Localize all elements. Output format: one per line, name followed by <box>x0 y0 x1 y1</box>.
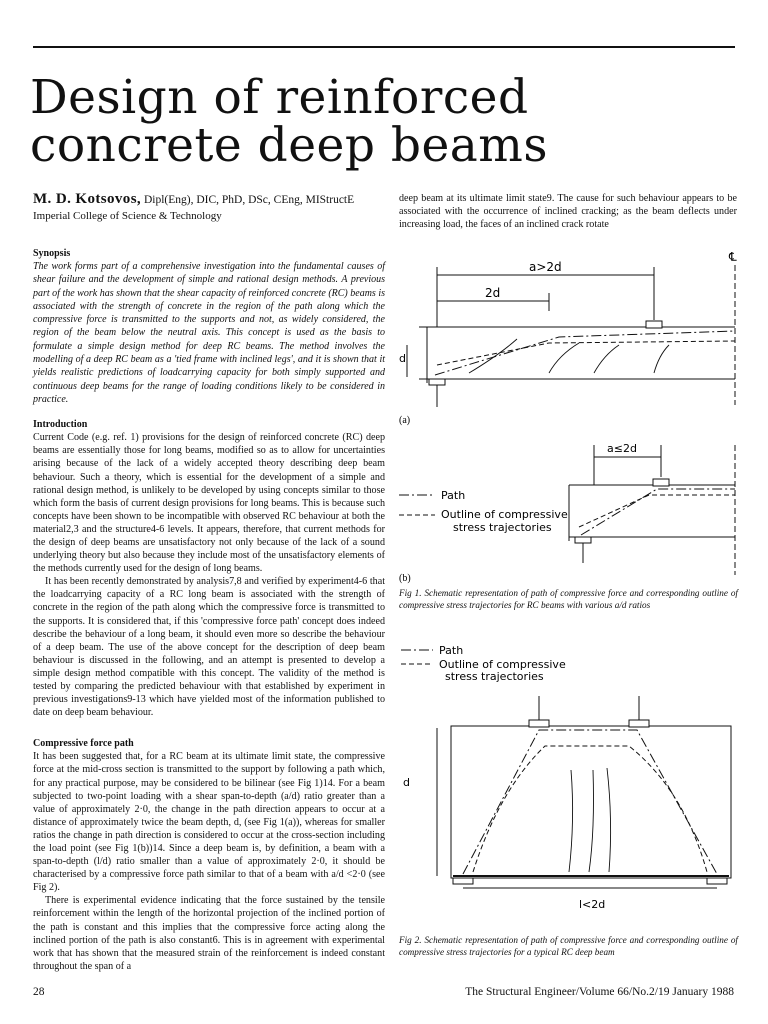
fig1-label-a-small: a≤2d <box>607 442 637 455</box>
figure-1 <box>399 245 739 595</box>
fig2-label-l: l<2d <box>579 898 606 911</box>
fig1-caption: Fig 1. Schematic representation of path of compressive force and corresponding outline of compressive stress trajectories for RC beams with various a/d ratios <box>399 588 738 611</box>
compressive-section <box>33 737 385 973</box>
fig1-label-d: d <box>399 352 406 365</box>
fig2-support-right <box>707 878 727 884</box>
synopsis-text: The work forms part of a comprehensive investigation into the fundamental causes of shear failure and the development of simple and rational design methods. A previous part of the work has shown that the shear capacity of reinforced concrete (RC) beams is associated with the strength of concrete in the region of the path along which the compressive force is transmitted to the supports and not, as widely considered, the region of the beam below the neutral axis. This concept is used as the basis to formulate a simple design method for deep RC beams. The method involves the modelling of a deep RC beam as a 'tied frame with inclined legs', and it is shown that it yields realistic predictions of loadcarrying capacity for both simply supported and continuous deep beams for the range of loading conditions likely to be considered in practice. <box>33 261 385 405</box>
journal-footer: The Structural Engineer/Volume 66/No.2/19 January 1988 <box>465 986 734 998</box>
fig2-caption: Fig 2. Schematic representation of path of compressive force and corresponding outline of compressive stress trajectories for a typical RC deep beam <box>399 935 738 958</box>
fig2-outline <box>473 746 707 872</box>
fig2-cracks <box>569 768 611 872</box>
synopsis-section <box>33 247 385 406</box>
page-number: 28 <box>33 986 45 998</box>
compressive-paragraph-1: It has been suggested that, for a RC beam at its ultimate limit state, the compressive force at the mid-cross section is transmitted to the support by following a path which, for any practical purpose, may be considered to be bilinear (see Fig 1)14. For a beam subjected to two-point loading with a shear span-to-depth (a/d) ratio greater than a value of approximately 2·0, the change in the path direction appears to occur at a distance of approximately twice the beam depth, d, (see Fig 1(a)), whereas for smaller ratios the change in path direction is considered to occur at the cross-section including the load point (see Fig 1(b))14. Since a deep beam is, by definition, a beam with a span-to-depth (l/d) ratio smaller than a value of approximately 2·0, it should be characterised by a compressive force path similar to that of a beam with a/d <2·0 (see Fig 2). <box>33 751 385 894</box>
fig1-label-cl: ℄ <box>729 250 737 264</box>
fig1a-load-plate <box>646 321 662 328</box>
fig1-label-a: (a) <box>399 415 411 426</box>
fig1b-path <box>581 489 735 535</box>
fig1-label-2d: 2d <box>485 286 501 300</box>
introduction-paragraph-2: It has been recently demonstrated by analysis7,8 and verified by experiment4-6 that the loadcarrying capacity of a RC long beam is associated with the strength of concrete in the region of the path along which the compressive force is transmitted to the supports. It is considered that, if this 'compressive force path' concept does indeed describe the behaviour of a long beam, it should even more so describe the behaviour of a deep beam. The use of the above concept for the description of deep beam behaviour is discussed in the following, and an attempt is presented to develop a simple design method compatible with this concept. The validity of the method is tested by comparing the predicted behaviour with that established by experiment in previous investigations9-13 which have yielded most of the information published to date on deep beam behaviour. <box>33 576 385 719</box>
fig1a-path <box>435 331 735 375</box>
introduction-section <box>33 418 385 719</box>
introduction-paragraph-1: Current Code (e.g. ref. 1) provisions for the design of reinforced concrete (RC) deep beams are essentially those for long beams, modified so as to allow for uncertainties arising because of the lack of a widely accepted theory describing deep beam behaviour. Such a theory, which is essential for the development of a simple and rational design method, is unlikely to be developed by using concepts similar to those which form the basis of current design provisions for long beams. This is because such concepts have been shown to be incompatible with observed RC behaviour at both the material2,3 and the structure4-6 levels. It appears, therefore, that current methods for the design of deep beams are unsatisfactory not only because of the lack of a sound underlying theory but also because they include most of the unsatisfactory elements of the methods currently used for the design of long beams. <box>33 432 385 575</box>
fig1-legend-path: Path <box>441 489 466 502</box>
fig1-legend-outline-1: Outline of compressive <box>441 508 568 521</box>
fig1b-load-plate <box>653 479 669 486</box>
fig1b-support-plate <box>575 537 591 543</box>
fig2-path <box>463 730 717 874</box>
left-column <box>33 192 385 973</box>
fig1-label-a-span: a>2d <box>529 260 562 274</box>
fig2-legend-outline-1: Outline of compressive <box>439 658 566 671</box>
synopsis-heading: Synopsis <box>33 248 71 259</box>
figure-2 <box>399 640 739 930</box>
right-column <box>399 192 737 231</box>
fig2-label-d: d <box>403 776 410 789</box>
fig2-legend-path: Path <box>439 644 464 657</box>
introduction-heading: Introduction <box>33 419 88 431</box>
fig2-load-plate-right <box>629 720 649 727</box>
fig1a-outline <box>437 341 735 365</box>
fig1a-cracks <box>469 339 669 373</box>
author-line <box>33 192 385 207</box>
article-title: Design of reinforced concrete deep beams <box>30 70 548 173</box>
fig2-legend-outline-2: stress trajectories <box>445 670 544 683</box>
fig1-label-b: (b) <box>399 573 411 584</box>
fig2-load-plate-left <box>529 720 549 727</box>
fig1-legend-outline-2: stress trajectories <box>453 521 552 534</box>
author-name: M. D. Kotsovos, <box>33 191 142 207</box>
author-affiliation: Imperial College of Science & Technology <box>33 210 222 222</box>
right-column-text: deep beam at its ultimate limit state9. The cause for such behaviour appears to be associated with the occurrence of inclined cracking; as the beam deflects under increasing load, the faces of an inclined crack rotate <box>399 193 737 231</box>
fig2-support-left <box>453 878 473 884</box>
top-rule <box>33 46 735 48</box>
compressive-paragraph-2: There is experimental evidence indicating that the force sustained by the tensile reinforcement within the length of the horizontal projection of the inclined portion of the path is constant and this implies that the compressive force acting along the inclined portion of the path is also constant6. This is in agreement with experimental work that has shown that the measured strain of the reinforcement is indeed constant throughout the span of a <box>33 895 385 972</box>
fig1a-support-plate <box>429 379 445 385</box>
author-credentials: Dipl(Eng), DIC, PhD, DSc, CEng, MIStructE <box>143 194 355 206</box>
compressive-heading: Compressive force path <box>33 738 134 750</box>
